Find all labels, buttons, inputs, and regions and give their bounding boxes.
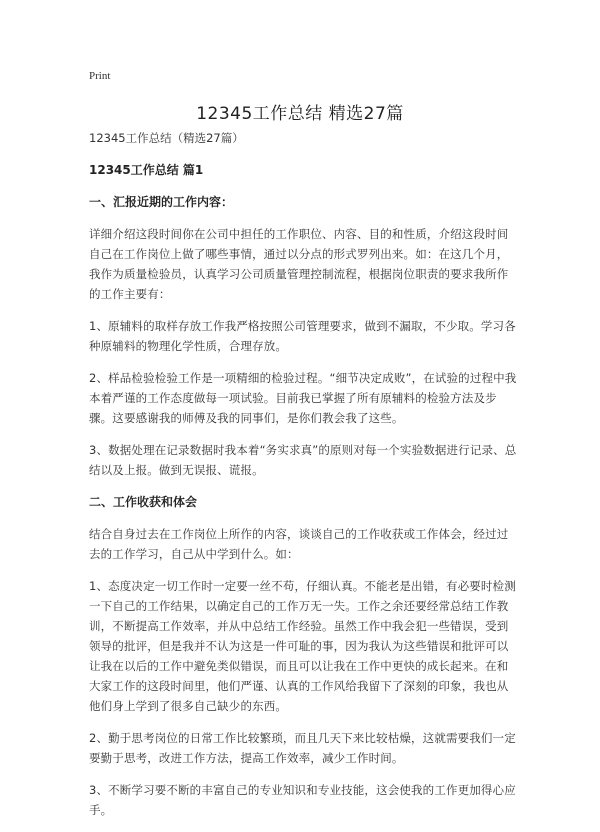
section-heading: 一、汇报近期的工作内容： xyxy=(89,195,234,209)
paragraph: 结合自身过去在工作岗位上所作的内容，谈谈自己的工作收获或工作体会，经过过去的工作学习，自己从中学到什么。如： xyxy=(89,527,509,561)
paragraph: 1、态度决定一切工作时一定要一丝不苟，仔细认真。不能老是出错，有必要时检测一下自己的工作结果，以确定自己的工作万无一失。工作之余还要经常总结工作教训，不断提高工作效率，并从中总结工作经验。虽然工作中我会犯一些错误，受到领导的批评，但是我并不认为这是一件可耻的事，因为我认为这些错误和批评可以让我在以后的工作中避免类似错误，而且可以让我在工作中更快的成长起来。在和大家工作的这段时间里，他们严谨、认真的工作风给我留下了深刻的印象，我也从他们身上学到了很多自己缺少的东西。 xyxy=(89,579,516,713)
paragraph: 3、数据处理在记录数据时我本着“务实求真”的原则对每一个实验数据进行记录、总结以及上报。做到无误报、谎报。 xyxy=(89,443,517,477)
document-subtitle: 12345工作总结（精选27篇） xyxy=(89,131,244,145)
print-label: Print xyxy=(89,70,111,82)
paragraph: 3、不断学习要不断的丰富自己的专业知识和专业技能，这会使我的工作更加得心应手。 xyxy=(89,783,516,817)
document-body xyxy=(89,128,517,832)
paragraph: 详细介绍这段时间你在公司中担任的工作职位、内容、目的和性质，介绍这段时间自己在工作岗位上做了哪些事情，通过以分点的形式罗列出来。如：在这几个月，我作为质量检验员，认真学习公司质量管理控制流程，根据岗位职责的要求我所作的工作主要有： xyxy=(89,227,509,301)
paragraph: 1、原辅料的取样存放工作我严格按照公司管理要求，做到不漏取，不少取。学习各种原辅料的物理化学性质，合理存放。 xyxy=(89,319,516,353)
paragraph: 2、样品检验检验工作是一项精细的检验过程。“细节决定成败”，在试验的过程中我本着严谨的工作态度做每一项试验。目前我已掌握了所有原辅料的检验方法及步骤。这要感谢我的师傅及我的同事们，是你们教会我了这些。 xyxy=(89,371,517,425)
paragraph: 2、勤于思考岗位的日常工作比较繁琐，而且几天下来比较枯燥，这就需要我们一定要勤于思考，改进工作方法，提高工作效率，减少工作时间。 xyxy=(89,731,516,765)
document-title: 12345工作总结 精选27篇 xyxy=(196,104,404,124)
article-heading: 12345工作总结 篇1 xyxy=(89,163,204,177)
section-heading: 二、工作收获和体会 xyxy=(89,495,198,509)
